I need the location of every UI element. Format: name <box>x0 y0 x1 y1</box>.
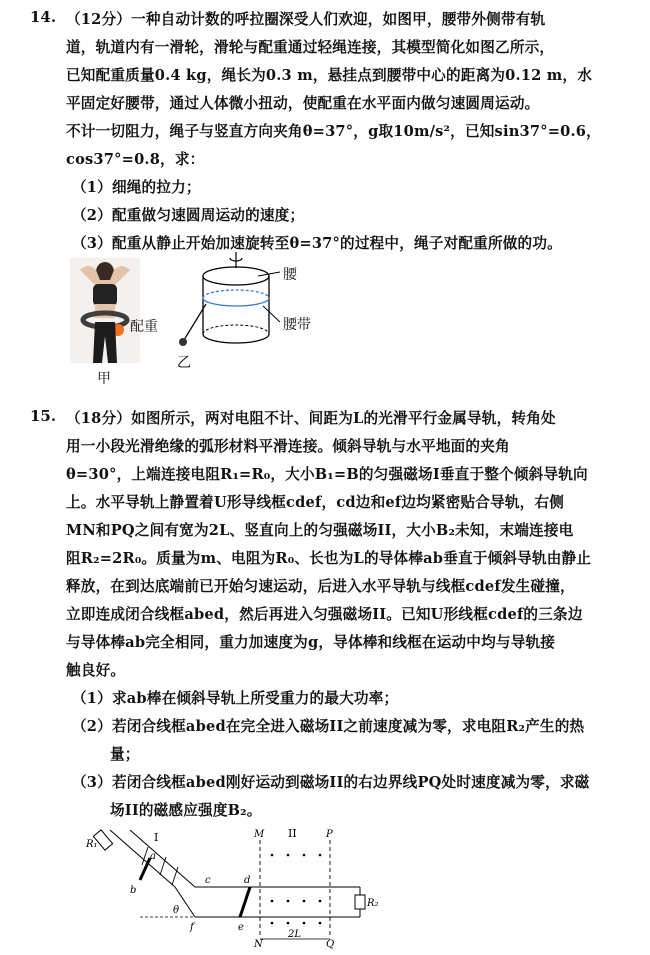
label-f: f <box>190 922 194 933</box>
text-line: 不计一切阻力，绳子与竖直方向夹角θ=37°，g取10m/s²，已知sin37°=0.6， <box>66 123 601 140</box>
label-e: e <box>238 922 244 933</box>
question-2-cont: 量； <box>110 746 140 763</box>
text-line: 平固定好腰带，通过人体微小扭动，使配重在水平面内做匀速圆周运动。 <box>66 95 540 112</box>
figure-rails <box>80 825 380 954</box>
question-2: （2）配重做匀速圆周运动的速度； <box>72 207 305 224</box>
label-2l: 2L <box>288 929 302 940</box>
text-line: 释放，在到达底端前已开始匀速运动，后进入水平导轨与线框cdef发生碰撞， <box>66 578 575 595</box>
text-line: （18分）如图所示，两对电阻不计、间距为L的光滑平行金属导轨，转角处 <box>66 410 556 427</box>
problem-number: 15. <box>30 407 57 425</box>
label-r1: R₁ <box>86 839 98 850</box>
question-3-cont: 场II的磁感应强度B₂。 <box>110 802 262 819</box>
label-m: M <box>254 829 265 840</box>
label-n: N <box>254 939 263 950</box>
label-jia: 甲 <box>97 371 111 387</box>
text-line: 立即连成闭合线框abed，然后再进入匀强磁场II。已知U形线框cdef的三条边 <box>66 606 583 623</box>
question-3: （3）配重从静止开始加速旋转至θ=37°的过程中，绳子对配重所做的功。 <box>72 235 562 252</box>
label-q: Q <box>326 939 335 950</box>
label-a: a <box>150 851 156 862</box>
field-dots <box>271 854 322 925</box>
text-line: 上。水平导轨上静置着U形导线框cdef，cd边和ef边均紧密贴合导轨，右侧 <box>66 494 565 511</box>
rail-diagram <box>80 825 380 950</box>
label-theta: θ <box>173 905 180 916</box>
label-r2: R₂ <box>367 898 379 909</box>
text-line: cos37°=0.8，求： <box>66 151 205 168</box>
label-field-2: II <box>288 827 297 840</box>
problem-number: 14. <box>30 8 57 26</box>
label-field-1: I <box>154 831 159 844</box>
question-3: （3）若闭合线框abed刚好运动到磁场II的右边界线PQ处时速度减为零，求磁 <box>72 774 590 791</box>
label-p: P <box>326 829 333 840</box>
label-b: b <box>130 885 137 896</box>
text-line: 用一小段光滑绝缘的弧形材料平滑连接。倾斜导轨与水平地面的夹角 <box>66 438 510 455</box>
label-waist: 腰 <box>283 267 297 283</box>
question-1: （1）细绳的拉力； <box>72 179 201 196</box>
label-yi: 乙 <box>177 355 191 371</box>
question-1: （1）求ab棒在倾斜导轨上所受重力的最大功率； <box>72 690 399 707</box>
text-line: 触良好。 <box>66 662 126 679</box>
label-d: d <box>244 875 251 886</box>
text-line: MN和PQ之间有宽为2L、竖直向上的匀强磁场II，大小B₂未知，末端连接电 <box>66 522 574 539</box>
frame-edge-de <box>240 887 250 917</box>
text-line: θ=30°，上端连接电阻R₁=R₀，大小B₁=B的匀强磁场Ⅰ垂直于整个倾斜导轨向 <box>66 466 588 483</box>
resistor-r2 <box>355 895 365 909</box>
text-line: （12分）一种自动计数的呼拉圈深受人们欢迎，如图甲，腰带外侧带有轨 <box>66 11 546 28</box>
figure-yi <box>130 250 320 389</box>
text-line: 与导体棒ab完全相同，重力加速度为g，导体棒和线框在运动中均与导轨接 <box>66 634 556 651</box>
label-c: c <box>205 875 211 886</box>
question-2: （2）若闭合线框abed在完全进入磁场II之前速度减为零，求电阻R₂产生的热 <box>72 718 585 735</box>
text-line: 阻R₂=2R₀。质量为m、电阻为R₀、长也为L的导体棒ab垂直于倾斜导轨由静止 <box>66 550 592 567</box>
text-line: 已知配重质量0.4 kg，绳长为0.3 m，悬挂点到腰带中心的距离为0.12 m，水 <box>66 67 593 84</box>
label-weight: 配重 <box>130 319 158 335</box>
label-belt: 腰带 <box>283 317 311 333</box>
text-line: 道，轨道内有一滑轮，滑轮与配重通过轻绳连接，其模型简化如图乙所示， <box>66 39 555 56</box>
